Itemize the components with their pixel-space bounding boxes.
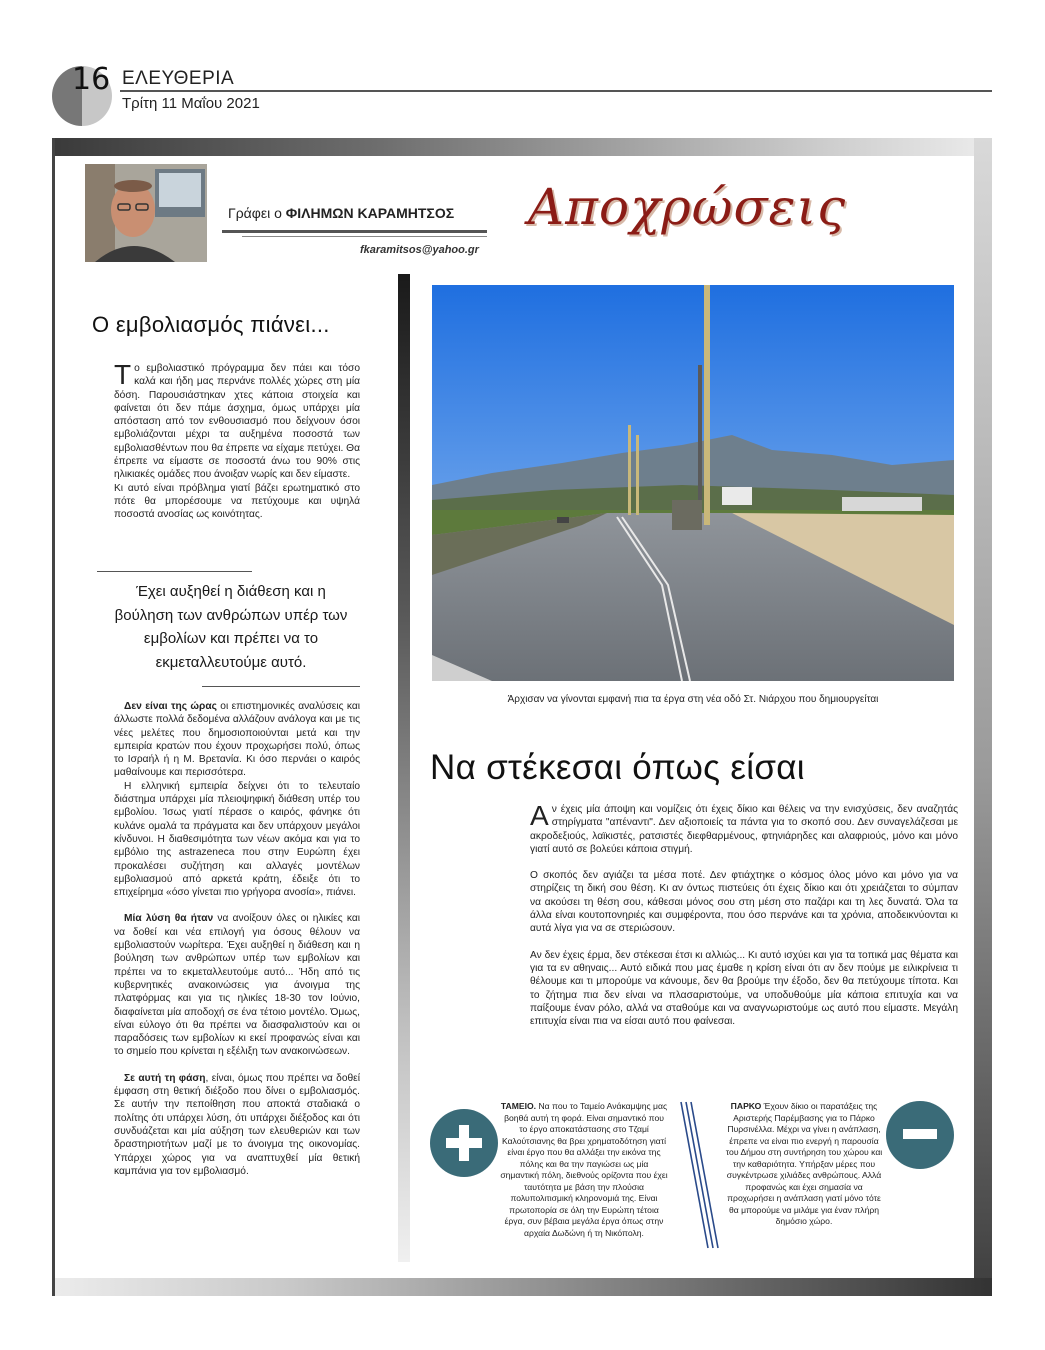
paragraph-text: ν έχεις μία άποψη και νομίζεις ότι έχεις δίκιο και θέλεις να την ενισχύσεις, δεν αναζητάς στηρίγματα "απέναντι". Δεν αξιοποιείς τα πάντα για το σκοπό σου. Δεν συναγελάζεσαι με ακροδεξιούς, λαϊκιστές, ρατσιστές διεφθαρμένους, φτηνιάρηδες και αλαφριούς, μόνο και μόνο γιατί αυτό σε βολεύει κάποια στιγμή. (530, 804, 958, 855)
byline-rule-thin (242, 236, 487, 237)
intro-paragraph (114, 359, 360, 482)
column-title: Αποχρώσεις (528, 178, 847, 236)
byline-rule (222, 230, 487, 233)
plus-icon-vertical (459, 1125, 469, 1161)
pull-quote: Έχει αυξηθεί η διάθεση και η βούληση των ανθρώπων υπέρ των εμβολίων και πρέπει να το εκμεταλλευτούμε αυτό. (114, 583, 348, 671)
publication-name: ΕΛΕΥΘΕΡΙΑ (122, 68, 235, 89)
left-article-body (114, 700, 360, 1178)
masthead-rule (120, 90, 992, 92)
intro-paragraph-2: Κι αυτό είναι πρόβλημα γιατί βάζει ερωτηματικό στο πότε θα μπορέσουμε να πετύχουμε και υψηλά ποσοστά ανοσίας ως κοινότητας. (114, 482, 360, 521)
author-name: ΦΙΛΗΜΩΝ ΚΑΡΑΜΗΤΣΟΣ (285, 205, 455, 221)
main-dropcap: Α (530, 800, 549, 831)
paragraph-lead: Μία λύση θα ήταν (124, 913, 214, 925)
byline-prefix: Γράφει ο (228, 205, 282, 221)
paragraph-lead: Σε αυτή τη φάση (124, 1072, 206, 1084)
author-photo (85, 164, 207, 262)
paragraph: Η ελληνική εμπειρία δείχνει ότι το τελευταίο διάστημα υπάρχει μία πλειοψηφική διάθεση υπέρ του εμβολίου. Ίσως γιατί πέρασε ο καιρός, φάνηκε ότι κυλάνε ομαλά τα πράγματα και δεν υπάρχουν μεγάλοι κίνδυνοι. Η διαθεσιμότητα των νέων ακόμα και για το εμβόλιο της astrazeneca που στην Ευρώπη έχει προκαλέσει συζήτηση και αλλαγές μοντέλων εμβολιασμού από αρκετά κράτη, έδειξε ότι το επιχείρημα «όσο γίνεται πιο γρήγορα ανοσία», πιάνει. (114, 780, 360, 899)
frame-left-bar (52, 138, 55, 1296)
minus-box-lead: ΠΑΡΚΟ (730, 1101, 762, 1111)
paragraph: Αν δεν έχεις έρμα, δεν στέκεσαι έτσι κι αλλιώς... Κι αυτό ισχύει και για τα τοπικά μας θέματα και για τα εν αθηναις... Αυτό ειδικά που μας έμαθε η κρίση είναι ότι αν δεν πούμε με ειλικρίνεια τι θέλουμε και τι μπορούμε να κάνουμε, δεν θα βρούμε την έξοδο, δεν θα πετύχουμε τίποτα. Και το ζήτημα πια δεν είναι να πλασαριστούμε, να υποδυθούμε μία κάποια επιτυχία και να παίξουμε έναν ρόλο, αλλά να σταθούμε και να αναγνωριστούμε ως αυτό που είμαστε. Μεγάλη επιτυχία είναι πια να είσαι αυτό που φαίνεσαι. (530, 949, 958, 1028)
page-number: 16 (72, 62, 111, 97)
paragraph (530, 800, 958, 856)
intro-text: ο εμβολιαστικό πρόγραμμα δεν πάει και τόσο καλά και ήδη μας περνάνε πολλές χώρες στη μία δόση. Παρουσιάστηκαν χτες κάποια στοιχεία και φαίνεται ότι δεν πάμε άσχημα, όμως υπάρχει μία απόσταση από τον ενθουσιασμό που δείχνουν όσοι εμβολιάζονται μέχρι τα αυξημένα ποσοστά των εμβολιασθέντων που θα έπρεπε να είχαμε πετύχει. Θα έπρεπε να είμαστε σε ποσοστά άνω του 90% στις ηλικιακές ομάδες που άνοιξαν νωρίς και δεν είμαστε. (114, 363, 360, 481)
minus-box-body: Έχουν δίκιο οι παρατάξεις της Αριστερής Παρέμβασης για το Πάρκο Πυρσινέλλα. Μέχρι να γίνει η ανάπλαση, έπρεπε να είναι πιο ενεργή η παρουσία του Δήμου στη συντήρηση του χώρου και την καθαριότητα. Υπήρξαν μέρες που συγκέντρωσε χιλιάδες ανθρώπους. Αλλά προφανώς και έχει σημασία να προχωρήσει η ανάπλαση γιατί μόνο τότε θα μπορούμε να μιλάμε για έναν πλήρη δημόσιο χώρο. (725, 1101, 883, 1226)
minus-icon (903, 1129, 937, 1139)
author-email: fkaramitsos@yahoo.gr (360, 244, 479, 256)
byline (228, 205, 454, 221)
paragraph-lead: Δεν είναι της ώρας (124, 701, 217, 712)
intro-dropcap: Τ (114, 359, 132, 390)
paragraph-text: να ανοίξουν όλες οι ηλικίες και να δοθεί και νέα επιλογή για όσους θέλουν να εμβολιαστούν νωρίτερα. Έχει αυξηθεί η διάθεση και η βούληση των ανθρώπων υπέρ των εμβολίων και πρέπει να το εκμεταλλευτούμε αυτό... Ήδη από τις κυβερνητικές ανακοινώσεις για άνοιγμα της πλατφόρμας και για τις ηλικίες 18-30 τον Ιούνιο, διαφαίνεται μία αποδοχή σε ένα τέτοιο μοντέλο. Όμως, είναι εύλογο ότι θα πρέπει να διασφαλιστούν και οι παραδόσεις των εμβολίων κι εκεί προφανώς είναι και το σημείο που κρίνεται η εξέλιξη των ανακοινώσεων. (114, 913, 360, 1058)
paragraph-text: οι επιστημονικές αναλύσεις και άλλωστε πολλά δεδομένα αλλάζουν ανάλογα και με τις νέες μελέτες που δημοσιοποιούνται μετά και την εμπειρία κρατών που έχουν προχωρήσει πολύ, όπως το Ισραήλ ή η Μ. Βρετανία. Κι όσο περνάει ο καιρός μαθαίνουμε και περισσότερα. (114, 701, 360, 779)
paragraph-text: , είναι, όμως που πρέπει να δοθεί έμφαση στη θετική διέξοδο που δίνει ο εμβολιασμός. Σε αυτήν την πεποίθηση που αποκτά σταδιακά ο πολίτης ότι υπάρχει λύση, ότι υπάρχει διέξοδος και ότι συνδυάζεται και μία αύξηση των ελευθεριών και των δραστηριοτήτων μαζί με το άνοιγμα της οικονομίας. Υπάρχει χώρος για να αναπτυχθεί μία θετική καμπάνια για τον εμβολιασμό. (114, 1072, 360, 1177)
pull-quote-rule-top (97, 571, 252, 572)
publication-date: Τρίτη 11 Μαΐου 2021 (122, 95, 260, 112)
minus-box-text (724, 1101, 884, 1228)
main-article-body (530, 800, 958, 1028)
paragraph: Ο σκοπός δεν αγιάζει τα μέσα ποτέ. Δεν φτιάχτηκε ο κόσμος όλος μόνο και μόνο για να στηρίζεις τη δική σου θέση. Κι αν όντως πιστεύεις ότι έχεις δίκιο και ότι χρειάζεται το σύμπαν να ακούσει τη θέση σου, κάθεσαι μόνος σου στη μέση στο παζάρι και τη λες δυνατά. Όλα τα άλλα είναι κουτοπονηριές και συμφέροντα, που όσο περνάνε και τα χρόνια, αποδεικνύονται κι αυτά λίγα για να σε στεριώσουν. (530, 870, 958, 935)
plus-box-body: Να που το Ταμείο Ανάκαμψης μας βοηθά αυτή τη φορά. Είναι σημαντικό που το έργο αποκατάστασης στο Τζαμί Καλούτσιανης θα βρει χρηματοδότηση γιατί είναι έργο που θα αλλάξει την εικόνα της πόλης και θα την παγιώσει ως μία σημαντική πόλη, διεθνούς ορίζοντα που έχει ταυτότητα με βάση την πλούσια πολυπολιτισμική κληρονομιά της. Είναι πρωτοπορία σε όλη την Ευρώπη τέτοια έργα, συν βέβαια μεγάλα έργα όπως στην αρχαία Δωδώνη ή τη Νικόπολη. (500, 1101, 668, 1238)
pull-quote-rule-bottom (202, 686, 360, 687)
left-article-intro (114, 359, 360, 522)
paragraph (114, 700, 360, 780)
paragraph (114, 1072, 360, 1178)
frame-bottom-bar (52, 1278, 992, 1296)
main-article-headline: Να στέκεσαι όπως είσαι (430, 748, 805, 787)
frame-right-bar (974, 138, 992, 1296)
photo-caption: Άρχισαν να γίνονται εμφανή πια τα έργα στη νέα οδό Στ. Νιάρχου που δημιουργείται (507, 694, 879, 705)
paragraph (114, 912, 360, 1058)
frame-top-bar (52, 138, 992, 156)
column-divider (398, 274, 410, 1262)
plus-box-text (500, 1101, 668, 1239)
plus-box-lead: ΤΑΜΕΙΟ. (500, 1101, 537, 1111)
road-photo (432, 285, 954, 681)
separator-lines-icon (678, 1100, 722, 1250)
left-article-headline: Ο εμβολιασμός πιάνει... (92, 312, 330, 337)
